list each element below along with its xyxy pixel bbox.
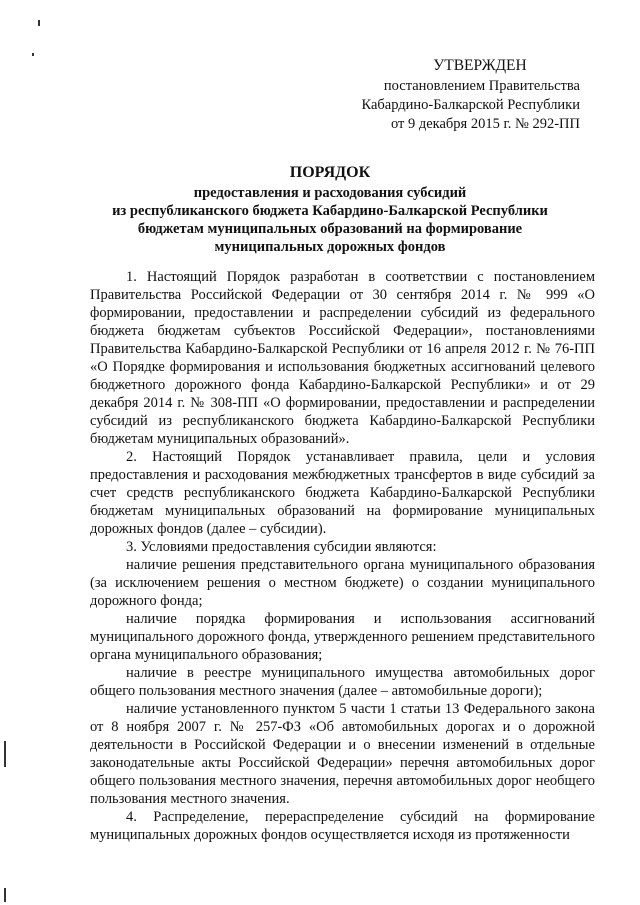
approval-line-2: Кабардино-Балкарской Республики [361,97,580,113]
title-line-4: муниципальных дорожных фондов [214,239,446,255]
paragraph-2: 2. Настоящий Порядок устанавливает правила, цели и условия предоставления и расходования межбюджетных трансфертов в виде субсидий за счет средств республиканского бюджета Кабардино-Балкарской Республики бюджетам муниципальных образований на формирование муниципальных дорожных фондов (далее – субсидии). [90,449,595,537]
title-line-2: из республиканского бюджета Кабардино-Балкарской Республики [112,203,548,219]
condition-item-2: наличие порядка формирования и использования ассигнований муниципального дорожного фонда, утвержденного решением представительного органа муниципального образования; [90,611,595,663]
scan-mark-left-edge [4,741,6,767]
paragraph-1: 1. Настоящий Порядок разработан в соответствии с постановлением Правительства Российской Федерации от 30 сентября 2014 г. № 999 «О формировании, предоставлении и распределении субсидий из федерального бюджета бюджетам субъектов Российской Федерации», постановлениями Правительства Кабардино-Балкарской Республики от 16 апреля 2012 г. № 76-ПП «О Порядке формирования и использования бюджетных ассигнований целевого бюджетного дорожного фонда Кабардино-Балкарской Республики» и от 29 декабря 2014 г. № 308-ПП «О формировании, предоставлении и распределении субсидий из республиканского бюджета Кабардино-Балкарской Республики бюджетам муниципальных образований». [90,269,595,447]
condition-item-4: наличие установленного пунктом 5 части 1 статьи 13 Федерального закона от 8 ноября 2007 г. № 257-ФЗ «Об автомобильных дорогах и о дорожной деятельности в Российской Федерации и о внесении изменений в отдельные законодательные акты Российской Федерации» перечня автомобильных дорог общего пользования местного значения, перечня автомобильных дорог необщего пользования местного значения. [90,701,595,807]
paragraph-3: 3. Условиями предоставления субсидии являются: [126,539,437,555]
title-line-1: предоставления и расходования субсидий [193,185,467,201]
document-title [70,164,590,256]
paragraph-4: 4. Распределение, перераспределение субсидий на формирование муниципальных дорожных фондов осуществляется исходя из протяженности [90,809,595,843]
approval-line-3: от 9 декабря 2015 г. № 292-ПП [390,116,580,132]
approval-line-1: постановлением Правительства [383,78,580,94]
scan-mark-bottom-edge [4,888,6,902]
document-body [90,268,595,844]
scan-mark-small [32,53,34,56]
title-heading: ПОРЯДОК [289,164,371,181]
condition-item-3: наличие в реестре муниципального имущества автомобильных дорог общего пользования местного значения (далее – автомобильные дороги); [90,665,595,699]
approval-heading: УТВЕРЖДЕН [433,57,527,74]
approval-stamp [340,56,580,134]
scan-mark-top [38,20,40,26]
condition-item-1: наличие решения представительного органа муниципального образования (за исключением решения о местном бюджете) о создании муниципального дорожного фонда; [90,557,595,609]
title-line-3: бюджетам муниципальных образований на формирование [137,221,523,237]
